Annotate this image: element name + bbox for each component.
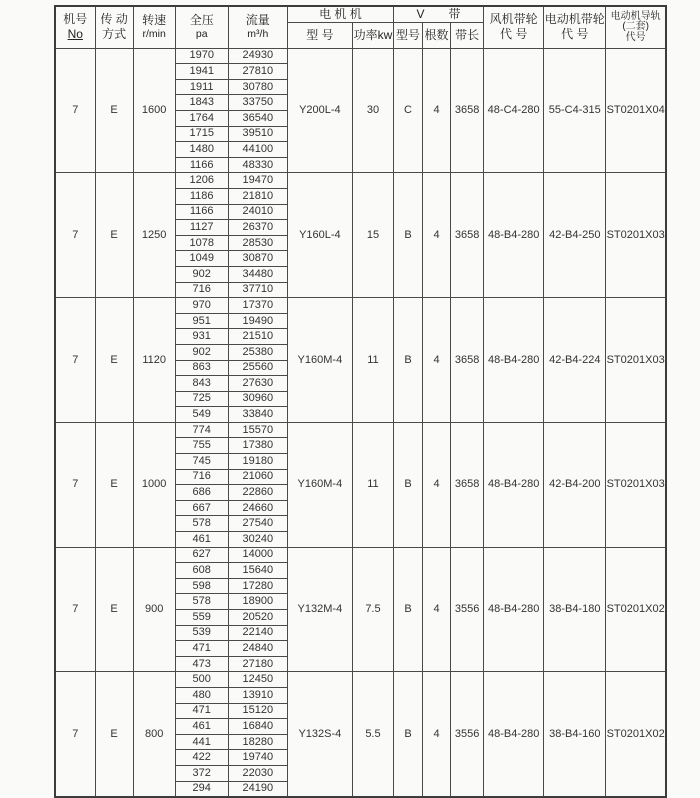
header-speed xyxy=(133,6,175,48)
rail-cell: ST0201X02 xyxy=(606,547,666,672)
flow-cell: 19490 xyxy=(228,313,287,329)
flow-cell: 25560 xyxy=(228,360,287,376)
pressure-cell: 1843 xyxy=(175,95,228,111)
header-drive xyxy=(95,6,133,48)
drive-cell: E xyxy=(95,672,133,797)
belt-count-cell: 4 xyxy=(423,422,451,547)
header-motor-pulley-label: 电动机带轮 xyxy=(544,11,605,26)
motor-pulley-cell: 38-B4-160 xyxy=(544,672,606,797)
belt-length-cell: 3556 xyxy=(451,547,484,672)
motor-model-cell: Y132M-4 xyxy=(287,547,352,672)
pressure-cell: 951 xyxy=(175,313,228,329)
fan-pulley-cell: 48-B4-280 xyxy=(484,672,544,797)
pressure-cell: 1764 xyxy=(175,111,228,127)
motor-model-cell: Y160L-4 xyxy=(287,173,352,298)
drive-cell: E xyxy=(95,48,133,173)
motor-model-cell: Y160M-4 xyxy=(287,298,352,423)
header-speed-label: 转速 xyxy=(142,12,167,27)
pressure-cell: 1941 xyxy=(175,64,228,80)
flow-cell: 17280 xyxy=(228,578,287,594)
pressure-cell: 902 xyxy=(175,344,228,360)
speed-cell: 900 xyxy=(133,547,175,672)
pressure-cell: 471 xyxy=(175,703,228,719)
motor-power-cell: 7.5 xyxy=(352,547,393,672)
flow-cell: 15640 xyxy=(228,563,287,579)
pressure-cell: 578 xyxy=(175,594,228,610)
belt-count-cell: 4 xyxy=(423,672,451,797)
belt-length-cell: 3658 xyxy=(451,422,484,547)
flow-cell: 22140 xyxy=(228,625,287,641)
belt-count-cell: 4 xyxy=(423,48,451,173)
pressure-cell: 500 xyxy=(175,672,228,688)
pressure-cell: 549 xyxy=(175,407,228,423)
flow-cell: 37710 xyxy=(228,282,287,298)
pressure-cell: 863 xyxy=(175,360,228,376)
flow-cell: 19180 xyxy=(228,454,287,470)
header-row-groups xyxy=(55,6,666,22)
flow-cell: 36540 xyxy=(228,111,287,127)
pressure-cell: 970 xyxy=(175,298,228,314)
belt-count-cell: 4 xyxy=(423,547,451,672)
motor-pulley-cell: 38-B4-180 xyxy=(544,547,606,672)
fan-pulley-cell: 48-B4-280 xyxy=(484,422,544,547)
table-row xyxy=(55,48,666,64)
header-speed-unit: r/min xyxy=(142,28,166,41)
speed-cell: 1600 xyxy=(133,48,175,173)
flow-cell: 24840 xyxy=(228,641,287,657)
header-machine-no-label: 机号 xyxy=(63,11,88,26)
speed-cell: 800 xyxy=(133,672,175,797)
table-row xyxy=(55,547,666,563)
fan-spec-table xyxy=(54,5,667,798)
flow-cell: 12450 xyxy=(228,672,287,688)
pressure-cell: 461 xyxy=(175,719,228,735)
table-body xyxy=(55,48,666,797)
header-motor-group: 电 机 机 xyxy=(287,6,393,22)
pressure-cell: 745 xyxy=(175,454,228,470)
belt-model-cell: B xyxy=(394,298,423,423)
pressure-cell: 931 xyxy=(175,329,228,345)
header-pressure xyxy=(175,6,228,48)
pressure-cell: 559 xyxy=(175,610,228,626)
header-motor-power: 功率kw xyxy=(352,22,393,48)
motor-model-cell: Y132S-4 xyxy=(287,672,352,797)
flow-cell: 34480 xyxy=(228,266,287,282)
rail-cell: ST0201X03 xyxy=(606,173,666,298)
pressure-cell: 441 xyxy=(175,734,228,750)
rail-cell: ST0201X03 xyxy=(606,422,666,547)
flow-cell: 21510 xyxy=(228,329,287,345)
speed-cell: 1120 xyxy=(133,298,175,423)
flow-cell: 27810 xyxy=(228,64,287,80)
pressure-cell: 1715 xyxy=(175,126,228,142)
pressure-cell: 422 xyxy=(175,750,228,766)
flow-cell: 30960 xyxy=(228,391,287,407)
pressure-cell: 1078 xyxy=(175,235,228,251)
motor-pulley-cell: 55-C4-315 xyxy=(544,48,606,173)
flow-cell: 22860 xyxy=(228,485,287,501)
pressure-cell: 1186 xyxy=(175,188,228,204)
pressure-cell: 686 xyxy=(175,485,228,501)
flow-cell: 14000 xyxy=(228,547,287,563)
header-motor-pulley xyxy=(544,6,606,48)
flow-cell: 24190 xyxy=(228,781,287,797)
rail-cell: ST0201X03 xyxy=(606,298,666,423)
flow-cell: 26370 xyxy=(228,220,287,236)
motor-pulley-cell: 42-B4-200 xyxy=(544,422,606,547)
header-motor-pulley-label2: 代 号 xyxy=(561,27,589,42)
flow-cell: 18900 xyxy=(228,594,287,610)
pressure-cell: 725 xyxy=(175,391,228,407)
flow-cell: 27180 xyxy=(228,656,287,672)
flow-cell: 30240 xyxy=(228,532,287,548)
motor-power-cell: 5.5 xyxy=(352,672,393,797)
pressure-cell: 1127 xyxy=(175,220,228,236)
speed-cell: 1250 xyxy=(133,173,175,298)
pressure-cell: 902 xyxy=(175,266,228,282)
motor-pulley-cell: 42-B4-250 xyxy=(544,173,606,298)
pressure-cell: 774 xyxy=(175,422,228,438)
machine-no-cell: 7 xyxy=(55,48,95,173)
flow-cell: 39510 xyxy=(228,126,287,142)
motor-power-cell: 30 xyxy=(352,48,393,173)
speed-cell: 1000 xyxy=(133,422,175,547)
table-row xyxy=(55,173,666,189)
header-machine-no-unit: No xyxy=(67,27,83,42)
flow-cell: 15120 xyxy=(228,703,287,719)
pressure-cell: 1166 xyxy=(175,157,228,173)
fan-pulley-cell: 48-C4-280 xyxy=(484,48,544,173)
belt-model-cell: B xyxy=(394,422,423,547)
machine-no-cell: 7 xyxy=(55,173,95,298)
drive-cell: E xyxy=(95,422,133,547)
header-machine-no xyxy=(55,6,95,48)
machine-no-cell: 7 xyxy=(55,547,95,672)
motor-power-cell: 11 xyxy=(352,298,393,423)
flow-cell: 16840 xyxy=(228,719,287,735)
pressure-cell: 471 xyxy=(175,641,228,657)
machine-no-cell: 7 xyxy=(55,298,95,423)
flow-cell: 19740 xyxy=(228,750,287,766)
fan-pulley-cell: 48-B4-280 xyxy=(484,547,544,672)
flow-cell: 24010 xyxy=(228,204,287,220)
pressure-cell: 461 xyxy=(175,532,228,548)
flow-cell: 30780 xyxy=(228,79,287,95)
motor-model-cell: Y200L-4 xyxy=(287,48,352,173)
pressure-cell: 667 xyxy=(175,500,228,516)
motor-model-cell: Y160M-4 xyxy=(287,422,352,547)
rail-cell: ST0201X02 xyxy=(606,672,666,797)
pressure-cell: 1206 xyxy=(175,173,228,189)
flow-cell: 13910 xyxy=(228,687,287,703)
belt-length-cell: 3658 xyxy=(451,298,484,423)
header-motor-rail-label: 电动机导轨 xyxy=(610,10,661,22)
belt-model-cell: B xyxy=(394,672,423,797)
flow-cell: 19470 xyxy=(228,173,287,189)
header-vbelt-count: 根数 xyxy=(423,22,451,48)
flow-cell: 33750 xyxy=(228,95,287,111)
table-row xyxy=(55,422,666,438)
pressure-cell: 294 xyxy=(175,781,228,797)
pressure-cell: 843 xyxy=(175,376,228,392)
pressure-cell: 716 xyxy=(175,282,228,298)
flow-cell: 21810 xyxy=(228,188,287,204)
pressure-cell: 539 xyxy=(175,625,228,641)
pressure-cell: 716 xyxy=(175,469,228,485)
header-motor-model: 型 号 xyxy=(287,22,352,48)
motor-pulley-cell: 42-B4-224 xyxy=(544,298,606,423)
pressure-cell: 755 xyxy=(175,438,228,454)
flow-cell: 44100 xyxy=(228,142,287,158)
flow-cell: 20520 xyxy=(228,610,287,626)
header-fan-pulley xyxy=(484,6,544,48)
belt-length-cell: 3658 xyxy=(451,173,484,298)
table-header xyxy=(55,6,666,48)
pressure-cell: 473 xyxy=(175,656,228,672)
fan-pulley-cell: 48-B4-280 xyxy=(484,173,544,298)
motor-power-cell: 15 xyxy=(352,173,393,298)
belt-model-cell: C xyxy=(394,48,423,173)
header-motor-rail-label2: (二套) xyxy=(622,21,649,33)
pressure-cell: 578 xyxy=(175,516,228,532)
drive-cell: E xyxy=(95,547,133,672)
belt-count-cell: 4 xyxy=(423,173,451,298)
belt-count-cell: 4 xyxy=(423,298,451,423)
pressure-cell: 627 xyxy=(175,547,228,563)
drive-cell: E xyxy=(95,173,133,298)
header-fan-pulley-label2: 代 号 xyxy=(500,27,528,42)
pressure-cell: 1911 xyxy=(175,79,228,95)
pressure-cell: 608 xyxy=(175,563,228,579)
drive-cell: E xyxy=(95,298,133,423)
belt-model-cell: B xyxy=(394,173,423,298)
flow-cell: 30870 xyxy=(228,251,287,267)
machine-no-cell: 7 xyxy=(55,672,95,797)
flow-cell: 18280 xyxy=(228,734,287,750)
header-motor-rail xyxy=(606,6,666,48)
motor-power-cell: 11 xyxy=(352,422,393,547)
flow-cell: 27630 xyxy=(228,376,287,392)
pressure-cell: 1166 xyxy=(175,204,228,220)
table-row xyxy=(55,298,666,314)
belt-model-cell: B xyxy=(394,547,423,672)
flow-cell: 17380 xyxy=(228,438,287,454)
pressure-cell: 598 xyxy=(175,578,228,594)
flow-cell: 17370 xyxy=(228,298,287,314)
rail-cell: ST0201X04 xyxy=(606,48,666,173)
header-drive-label2: 方式 xyxy=(102,27,127,42)
header-drive-label: 传 动 xyxy=(100,11,128,26)
table-row xyxy=(55,672,666,688)
flow-cell: 28530 xyxy=(228,235,287,251)
belt-length-cell: 3556 xyxy=(451,672,484,797)
pressure-cell: 1049 xyxy=(175,251,228,267)
pressure-cell: 480 xyxy=(175,687,228,703)
fan-pulley-cell: 48-B4-280 xyxy=(484,298,544,423)
flow-cell: 24660 xyxy=(228,500,287,516)
header-pressure-label: 全压 xyxy=(189,12,214,27)
header-flow-label: 流量 xyxy=(245,12,270,27)
header-flow xyxy=(228,6,287,48)
flow-cell: 21060 xyxy=(228,469,287,485)
belt-length-cell: 3658 xyxy=(451,48,484,173)
header-pressure-unit: pa xyxy=(195,28,208,41)
machine-no-cell: 7 xyxy=(55,422,95,547)
header-flow-unit: m³/h xyxy=(247,28,269,41)
header-vbelt-length: 带长 xyxy=(451,22,484,48)
pressure-cell: 372 xyxy=(175,765,228,781)
flow-cell: 25380 xyxy=(228,344,287,360)
header-vbelt-model: 型号 xyxy=(394,22,423,48)
flow-cell: 33840 xyxy=(228,407,287,423)
flow-cell: 24930 xyxy=(228,48,287,64)
flow-cell: 48330 xyxy=(228,157,287,173)
header-vbelt-group: V 带 xyxy=(394,6,484,22)
flow-cell: 22030 xyxy=(228,765,287,781)
header-fan-pulley-label: 风机带轮 xyxy=(489,11,538,26)
header-motor-rail-label3: 代号 xyxy=(625,31,646,43)
flow-cell: 15570 xyxy=(228,422,287,438)
pressure-cell: 1480 xyxy=(175,142,228,158)
pressure-cell: 1970 xyxy=(175,48,228,64)
flow-cell: 27540 xyxy=(228,516,287,532)
